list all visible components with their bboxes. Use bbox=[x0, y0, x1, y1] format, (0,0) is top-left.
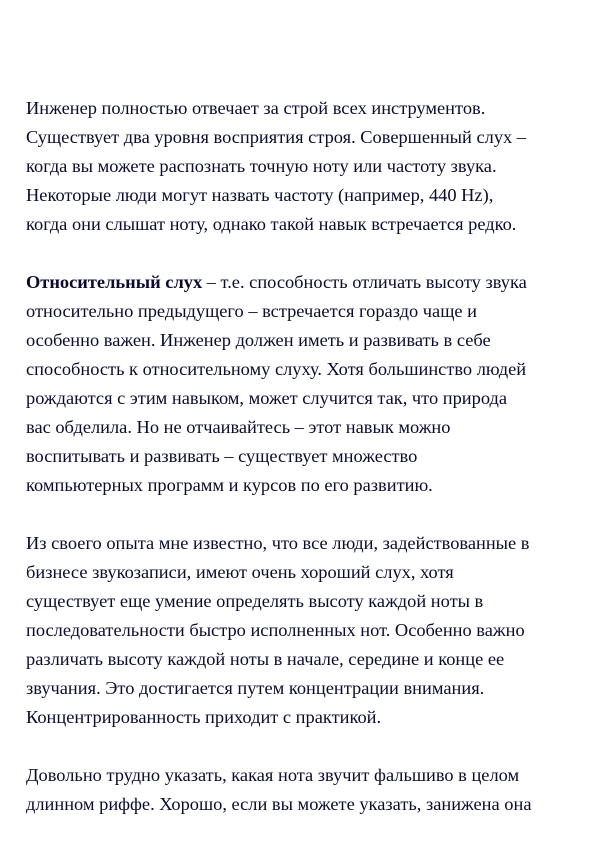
text-line: вас обделила. Но не отчаивайтесь – этот навык можно bbox=[26, 417, 451, 437]
text-line: относительно предыдущего – встречается гораздо чаще и bbox=[26, 301, 477, 321]
text-line: последовательности быстро исполненных нот. Особенно важно bbox=[26, 620, 525, 640]
text-line: бизнесе звукозаписи, имеют очень хороший слух, хотя bbox=[26, 562, 454, 582]
text-line: рождаются с этим навыком, может случится так, что природа bbox=[26, 388, 508, 408]
text-run: – т.е. способность отличать высоту звука bbox=[202, 272, 527, 292]
text-line: существует еще умение определять высоту каждой ноты в bbox=[26, 591, 484, 611]
text-line: Довольно трудно указать, какая нота звучит фальшиво в целом bbox=[26, 765, 520, 785]
paragraph-3 bbox=[26, 529, 576, 732]
paragraph-1 bbox=[26, 94, 576, 239]
text-line: Концентрированность приходит с практикой. bbox=[26, 707, 382, 727]
text-line: звучания. Это достигается путем концентрации внимания. bbox=[26, 678, 485, 698]
paragraph-2 bbox=[26, 268, 576, 500]
text-line: Инженер полностью отвечает за строй всех инструментов. bbox=[26, 98, 486, 118]
text-line: воспитывать и развивать – существует множество bbox=[26, 446, 418, 466]
document-body bbox=[26, 94, 576, 819]
text-line: Некоторые люди могут назвать частоту (например, 440 Hz), bbox=[26, 185, 494, 205]
text-line: Из своего опыта мне известно, что все люди, задействованные в bbox=[26, 533, 530, 553]
paragraph-4 bbox=[26, 761, 576, 819]
text-line: когда они слышат ноту, однако такой навык встречается редко. bbox=[26, 214, 517, 234]
paragraph-spacer bbox=[26, 732, 576, 761]
text-line: Существует два уровня восприятия строя. Совершенный слух – bbox=[26, 127, 527, 147]
bold-term: Относительный слух bbox=[26, 272, 203, 292]
text-line: длинном риффе. Хорошо, если вы можете указать, занижена она bbox=[26, 794, 532, 814]
paragraph-spacer bbox=[26, 239, 576, 268]
text-line: особенно важен. Инженер должен иметь и развивать в себе bbox=[26, 330, 491, 350]
text-line bbox=[26, 268, 576, 297]
text-line: способность к относительному слуху. Хотя большинство людей bbox=[26, 359, 527, 379]
text-line: когда вы можете распознать точную ноту или частоту звука. bbox=[26, 156, 497, 176]
text-line: различать высоту каждой ноты в начале, середине и конце ее bbox=[26, 649, 505, 669]
text-line: компьютерных программ и курсов по его развитию. bbox=[26, 475, 433, 495]
paragraph-spacer bbox=[26, 500, 576, 529]
